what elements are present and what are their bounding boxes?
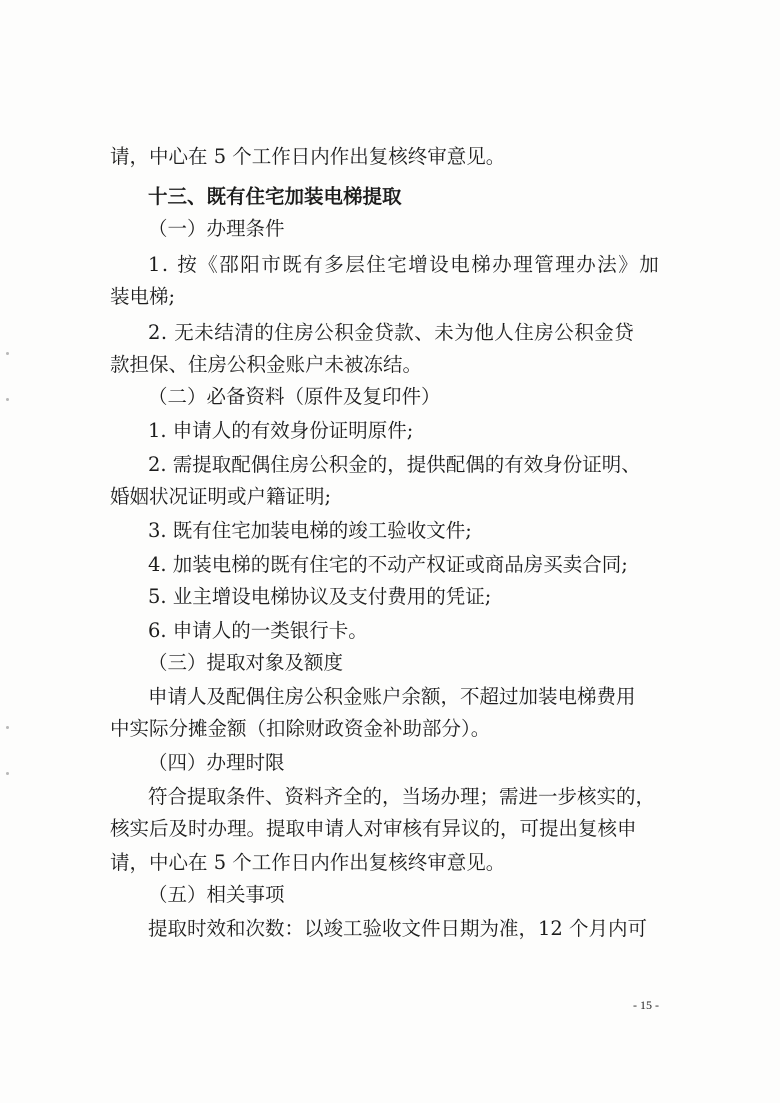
section-heading: 十三、既有住宅加装电梯提取	[148, 185, 402, 208]
text-line: 中实际分摊金额（扣除财政资金补助部分）。	[110, 717, 491, 740]
scan-speck	[6, 398, 9, 401]
subsection-heading: （三）提取对象及额度	[148, 651, 344, 674]
subsection-heading: （二）必备资料（原件及复印件）	[148, 385, 441, 408]
text-line: 请，中心在 5 个工作日内作出复核终审意见。	[110, 851, 506, 874]
subsection-heading: （一）办理条件	[148, 217, 285, 240]
text-line: 2. 无未结清的住房公积金贷款、未为他人住房公积金贷	[148, 321, 635, 344]
scan-speck	[6, 726, 9, 729]
text-line: 装电梯;	[110, 285, 176, 308]
text-line: 婚姻状况证明或户籍证明;	[110, 485, 332, 508]
subsection-heading: （四）办理时限	[148, 751, 285, 774]
text-line: 提取时效和次数：以竣工验收文件日期为准，12 个月内可	[148, 917, 648, 940]
subsection-heading: （五）相关事项	[148, 883, 285, 906]
text-line: 2. 需提取配偶住房公积金的，提供配偶的有效身份证明、	[148, 453, 641, 476]
text-line: 1. 申请人的有效身份证明原件;	[148, 419, 414, 442]
text-line: 申请人及配偶住房公积金账户余额，不超过加装电梯费用	[148, 685, 636, 708]
text-line: 核实后及时办理。提取申请人对审核有异议的，可提出复核申	[110, 817, 637, 840]
text-line: 款担保、住房公积金账户未被冻结。	[110, 353, 423, 376]
text-line: 6. 申请人的一类银行卡。	[148, 619, 368, 642]
text-line: 3. 既有住宅加装电梯的竣工验收文件;	[148, 519, 472, 542]
text-line: 1. 按《邵阳市既有多层住宅增设电梯办理管理办法》加	[148, 253, 661, 276]
text-line: 5. 业主增设电梯协议及支付费用的凭证;	[148, 585, 492, 608]
text-line: 请，中心在 5 个工作日内作出复核终审意见。	[110, 145, 506, 168]
text-line: 符合提取条件、资料齐全的，当场办理；需进一步核实的，	[148, 785, 656, 808]
text-line: 4. 加装电梯的既有住宅的不动产权证或商品房买卖合同;	[148, 553, 628, 576]
scan-speck	[6, 352, 9, 355]
page-number: - 15 -	[633, 998, 659, 1012]
scan-speck	[6, 772, 9, 775]
